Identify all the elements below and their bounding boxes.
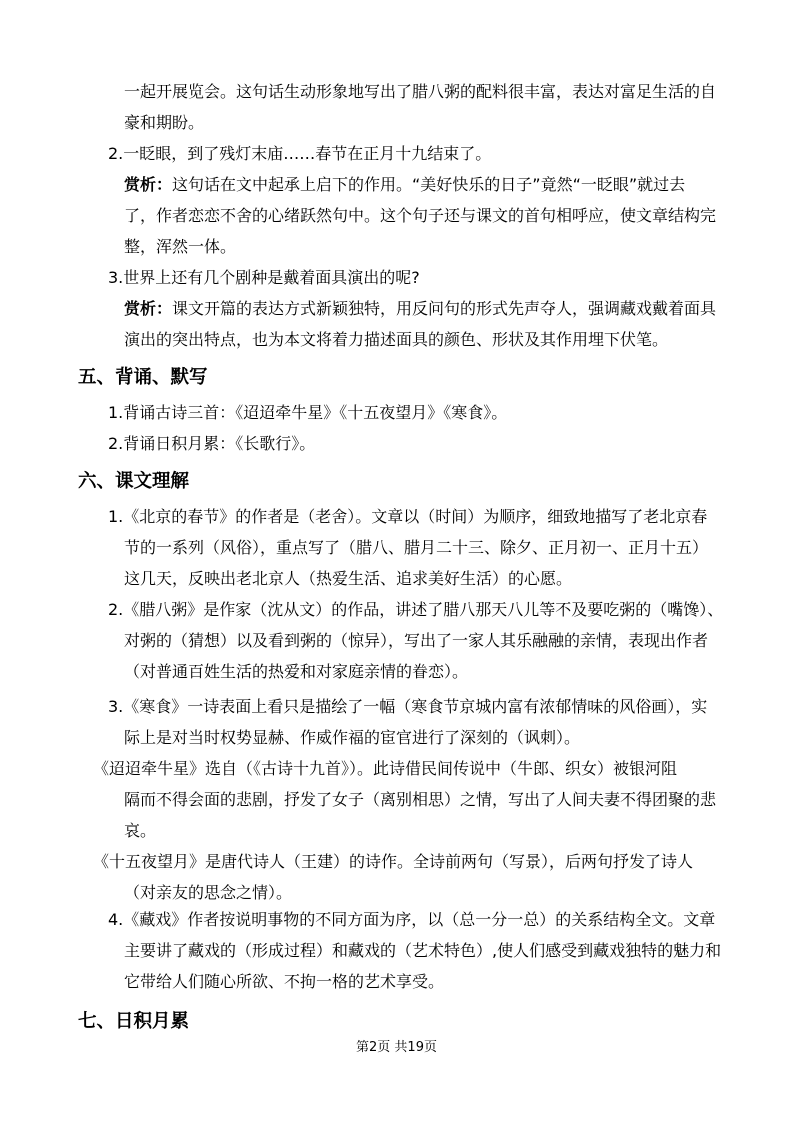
- text-line: 《十五夜望月》是唐代诗人（王建）的诗作。全诗前两句（写景），后两句抒发了诗人: [93, 852, 694, 871]
- text-line: 际上是对当时权势显赫、作威作福的宦官进行了深刻的（讽刺）。: [124, 728, 581, 747]
- sentence-2: 2.一眨眼，到了残灯末庙……春节在正月十九结束了。: [108, 144, 492, 163]
- appreciation-label: 赏析：: [124, 175, 173, 194]
- text-line: 对粥的（猜想）以及看到粥的（惊异），写出了一家人其乐融融的亲情，表现出作者: [124, 631, 709, 650]
- text-line: 《迢迢牵牛星》选自（《古诗十九首》）。此诗借民间传说中（牛郎、织女）被银河阻: [93, 759, 678, 778]
- text-line: 隔而不得会面的悲剧，抒发了女子（离别相思）之情，写出了人间夫妻不得团聚的悲: [124, 790, 717, 809]
- text-line: 这几天，反映出老北京人（热爱生活、追求美好生活）的心愿。: [124, 569, 573, 588]
- text-line: [124, 299, 716, 319]
- text-line: 2.《腊八粥》是作家（沈从文）的作品，讲述了腊八那天八儿等不及要吃粥的（嘴馋）、: [108, 600, 724, 619]
- text-line: 整，浑然一体。: [124, 237, 237, 256]
- section-heading-6: 六、课文理解: [78, 471, 190, 492]
- text-line: 2.背诵日积月累：《长歌行》。: [108, 434, 316, 453]
- text-line: 哀。: [124, 821, 157, 840]
- page-footer: 第2页 共19页: [356, 1040, 437, 1055]
- appreciation-text: 这句话在文中起承上启下的作用。“美好快乐的日子”竟然“一眨眼”就过去: [172, 175, 686, 194]
- text-line: 主要讲了藏戏的（形成过程）和藏戏的（艺术特色）,使人们感受到藏戏独特的魅力和: [124, 941, 722, 960]
- text-line: 它带给人们随心所欲、不拘一格的艺术享受。: [124, 972, 445, 991]
- text-line: （对亲友的思念之情）。: [124, 883, 293, 902]
- text-line: 1.《北京的春节》的作者是（老舍）。文章以（时间）为顺序，细致地描写了老北京春: [108, 507, 708, 526]
- text-line: 豪和期盼。: [124, 113, 205, 132]
- text-line: 4.《藏戏》作者按说明事物的不同方面为序，以（总一分一总）的关系结构全文。文章: [108, 910, 716, 929]
- text-line: 1.背诵古诗三首：《迢迢牵牛星》《十五夜望月》《寒食》。: [108, 403, 508, 422]
- text-line: 演出的突出特点，也为本文将着力描述面具的颜色、形状及其作用埋下伏笔。: [124, 330, 669, 349]
- text-line: 节的一系列（风俗），重点写了（腊八、腊月二十三、除夕、正月初一、正月十五）: [124, 538, 709, 557]
- text-line: [124, 175, 685, 195]
- appreciation-text: 课文开篇的表达方式新颖独特，用反问句的形式先声夺人，强调藏戏戴着面具: [172, 299, 717, 318]
- text-line: 了，作者恋恋不舍的心绪跃然句中。这个句子还与课文的首句相呼应，使文章结构完: [124, 206, 717, 225]
- sentence-3: 3.世界上还有几个剧种是戴着面具演出的呢?: [108, 268, 420, 287]
- section-heading-7: 七、日积月累: [78, 1011, 190, 1032]
- text-line: 3.《寒食》一诗表面上看只是描绘了一幅（寒食节京城内富有浓郁情味的风俗画），实: [108, 697, 708, 716]
- text-line: （对普通百姓生活的热爱和对家庭亲情的眷恋）。: [124, 662, 469, 681]
- section-heading-5: 五、背诵、默写: [78, 367, 208, 388]
- appreciation-label: 赏析：: [124, 299, 173, 318]
- text-line: 一起开展览会。这句话生动形象地写出了腊八粥的配料很丰富，表达对富足生活的自: [124, 82, 717, 101]
